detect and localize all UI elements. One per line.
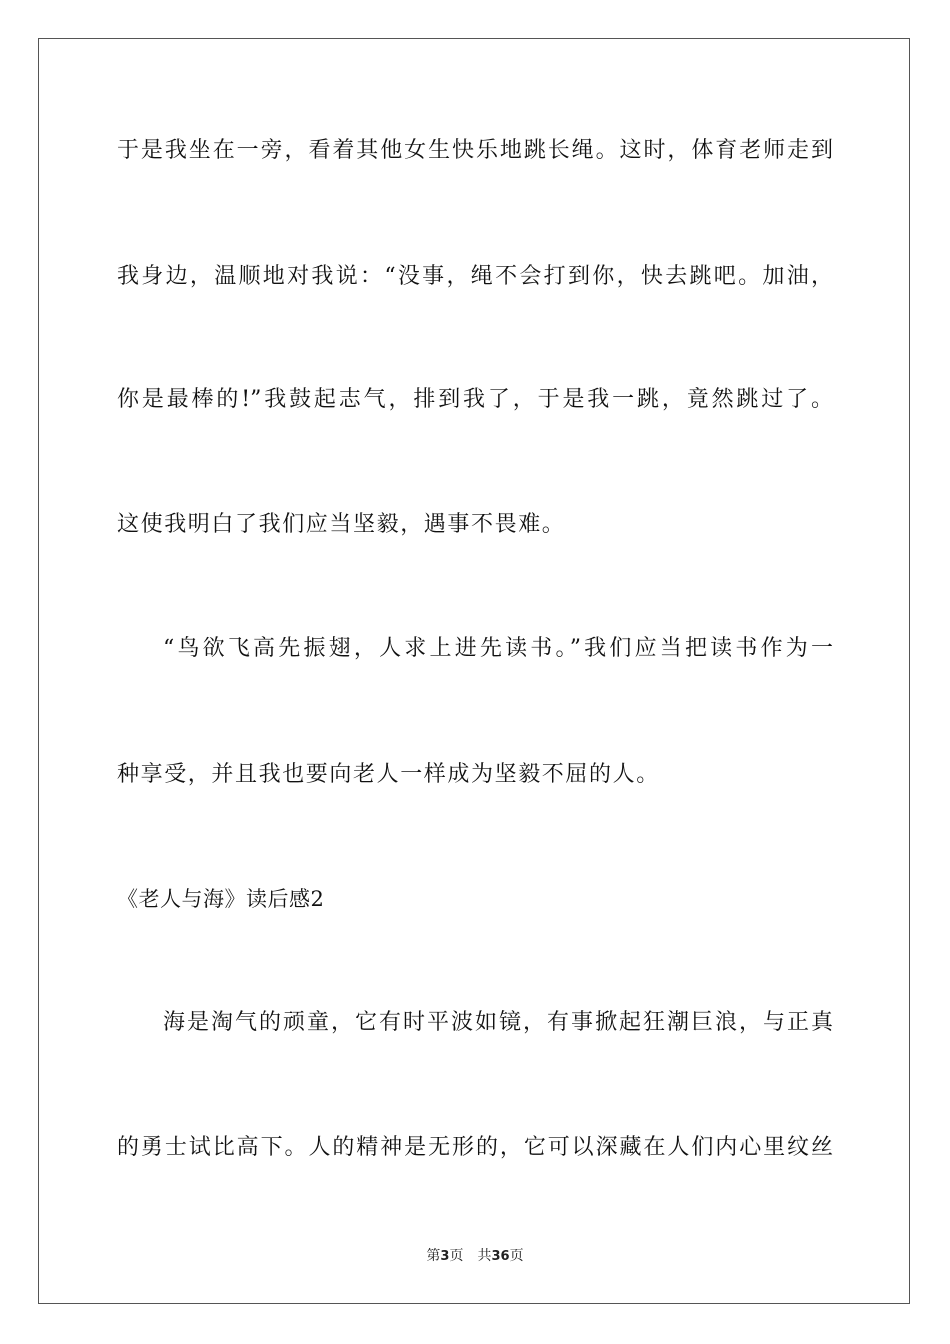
page-border (38, 38, 910, 1304)
body-line-2: 我身边，温顺地对我说：“没事，绳不会打到你，快去跳吧。加油， (117, 264, 833, 289)
body-line-1: 于是我坐在一旁，看着其他女生快乐地跳长绳。这时，体育老师走到 (117, 138, 833, 163)
footer-total-prefix: 共 (477, 1248, 492, 1264)
page-footer (0, 1246, 950, 1267)
footer-total-suffix: 页 (509, 1248, 524, 1264)
footer-page-number: 3 (440, 1249, 450, 1264)
footer-page-suffix: 页 (449, 1248, 464, 1264)
body-line-5: “鸟欲飞高先振翅，人求上进先读书。”我们应当把读书作为一 (163, 636, 833, 661)
footer-page-prefix: 第 (426, 1248, 441, 1264)
body-line-8: 的勇士试比高下。人的精神是无形的，它可以深藏在人们内心里纹丝 (117, 1135, 833, 1160)
section-heading: 《老人与海》读后感2 (117, 887, 325, 911)
body-line-6: 种享受，并且我也要向老人一样成为坚毅不屈的人。 (117, 762, 660, 787)
body-line-7: 海是淘气的顽童，它有时平波如镜，有事掀起狂潮巨浪，与正真 (163, 1010, 833, 1035)
body-line-4: 这使我明白了我们应当坚毅，遇事不畏难。 (117, 512, 566, 537)
body-line-3: 你是最棒的!”我鼓起志气，排到我了，于是我一跳，竟然跳过了。 (117, 387, 833, 412)
footer-total-pages: 36 (491, 1249, 510, 1264)
